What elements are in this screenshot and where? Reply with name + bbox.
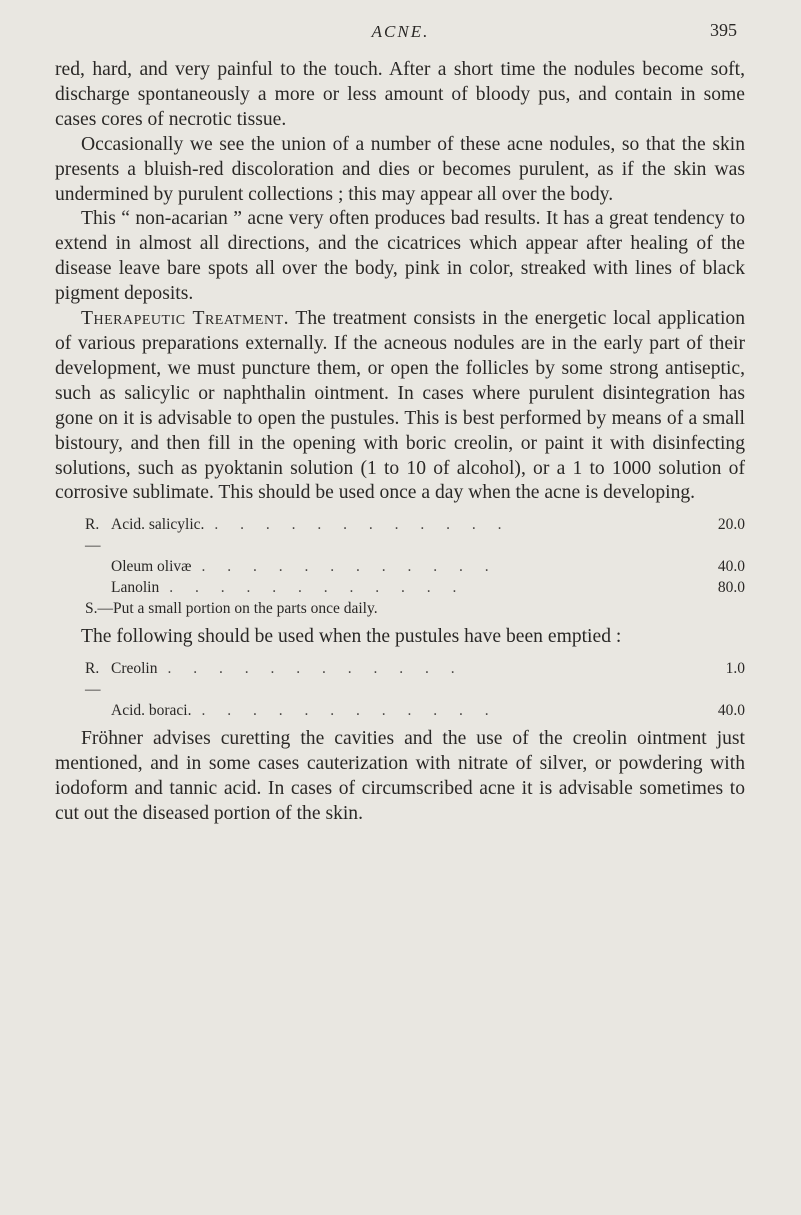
ingredient-name: Lanolin bbox=[111, 579, 160, 597]
ingredient-quantity: 20.0 bbox=[717, 516, 745, 534]
ingredient-quantity: 80.0 bbox=[717, 579, 745, 597]
body-text bbox=[55, 58, 745, 827]
prescription-row bbox=[85, 577, 745, 598]
prescription-signa: S.—Put a small portion on the parts once daily. bbox=[85, 600, 378, 618]
ingredient-quantity: 40.0 bbox=[717, 558, 745, 576]
ingredient-name: Oleum olivæ bbox=[111, 558, 192, 576]
paragraph-union: Occasionally we see the union of a number of these acne nodules, so that the skin presents a bluish-red discoloration and dies or becomes purulent, as if the skin was undermined by purulent collections ; this may appear all over the body. bbox=[55, 133, 745, 205]
page-number: 395 bbox=[710, 20, 737, 40]
prescription-1 bbox=[55, 514, 745, 619]
treatment-text: The treatment consists in the energetic local application of various preparations externally. If the acneous nodules are in the early part of their development, we must puncture them, or open the follicles by some strong antiseptic, such as salicylic or naphthalin ointment. In cases where purulent disintegration has gone on it is advisable to open the pustules. This is best performed by means of a small bistoury, and then fill in the opening with boric creolin, or paint it with disinfecting solutions, such as pyoktanin solution (1 to 10 of alcohol), or a 1 to 1000 solution of corrosive sublimate. This should be used once a day when the acne is developing. bbox=[55, 308, 745, 504]
prescription-row bbox=[85, 658, 745, 700]
prescription-row bbox=[85, 700, 745, 721]
leader-dots: . . . . . . . . . . . . bbox=[214, 516, 511, 534]
running-head: ACNE. bbox=[371, 22, 430, 41]
treatment-heading: Therapeutic Treatment. bbox=[81, 308, 290, 330]
leader-dots: . . . . . . . . . . . . bbox=[169, 579, 466, 597]
paragraph-following: The following should be used when the pustules have been emptied : bbox=[81, 626, 622, 648]
ingredient-quantity: 1.0 bbox=[725, 660, 745, 678]
ingredient-name: Acid. salicylic. bbox=[111, 516, 205, 534]
leader-dots: . . . . . . . . . . . . bbox=[201, 702, 498, 720]
paragraph-treatment bbox=[55, 307, 745, 506]
recipe-symbol: R.— bbox=[85, 516, 101, 555]
paragraph-frohner: Fröhner advises curetting the cavities and the use of the creolin ointment just mentioned, and in some cases cauterization with nitrate of silver, or powdering with iodoform and tannic acid. In cases of circumscribed acne it is advisable sometimes to cut out the diseased portion of the skin. bbox=[55, 728, 745, 824]
paragraph-nodules: red, hard, and very painful to the touch. After a short time the nodules become soft, discharge spontaneously a more or less amount of bloody pus, and contain in some cases cores of necrotic tissue. bbox=[55, 59, 745, 130]
leader-dots: . . . . . . . . . . . . bbox=[167, 660, 464, 678]
ingredient-name: Acid. boraci. bbox=[111, 702, 192, 720]
prescription-row bbox=[85, 514, 745, 556]
prescription-2 bbox=[55, 658, 745, 721]
prescription-row bbox=[85, 556, 745, 577]
page-header bbox=[0, 18, 801, 48]
ingredient-quantity: 40.0 bbox=[717, 702, 745, 720]
ingredient-name: Creolin bbox=[111, 660, 158, 678]
paragraph-non-acarian: This “ non-acarian ” acne very often produces bad results. It has a great tendency to extend in almost all directions, and the cicatrices which appear after healing of the disease leave bare spots all over the body, pink in color, streaked with lines of black pigment deposits. bbox=[55, 208, 745, 305]
leader-dots: . . . . . . . . . . . . bbox=[201, 558, 498, 576]
recipe-symbol: R.— bbox=[85, 660, 101, 699]
